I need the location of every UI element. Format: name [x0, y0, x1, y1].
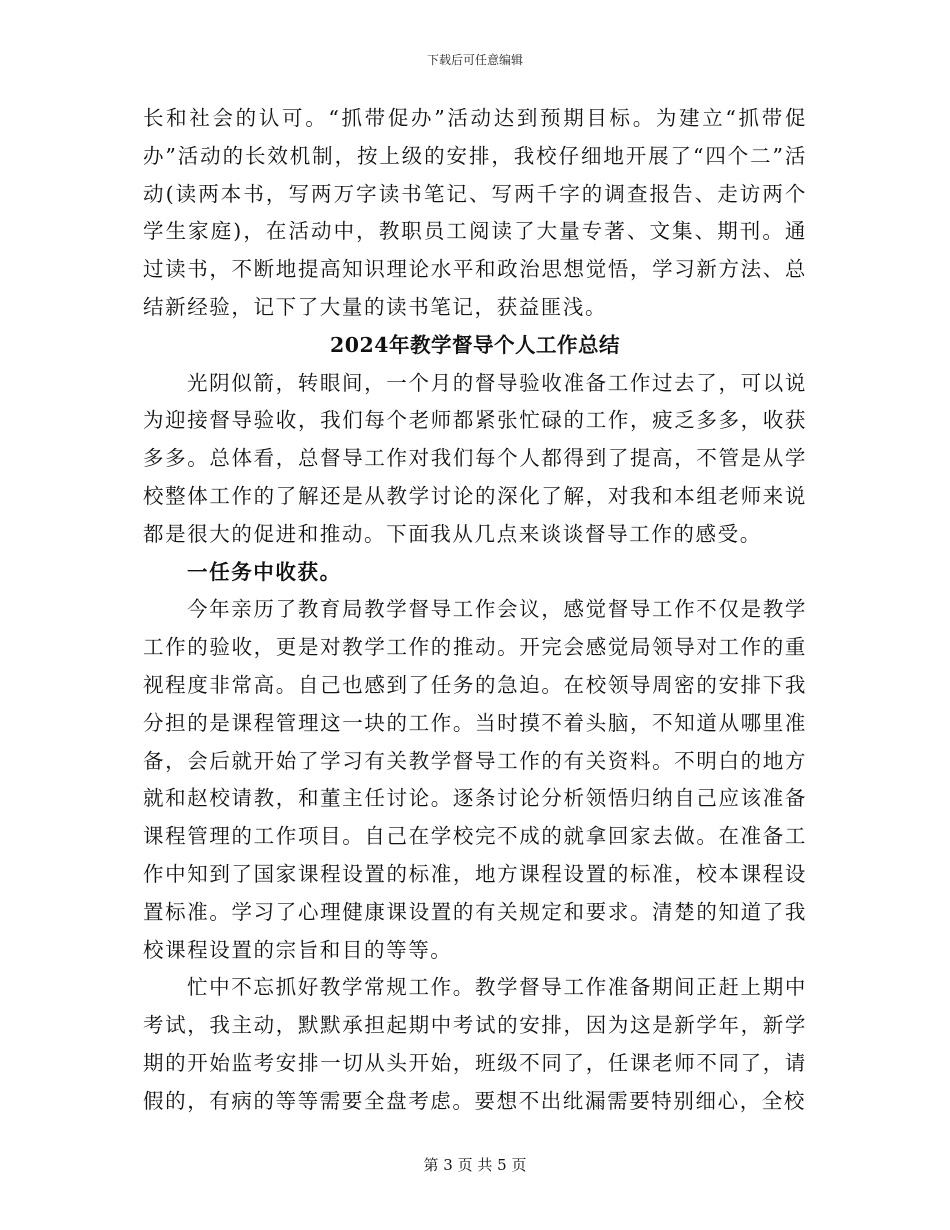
- section-title: 2024年教学督导个人工作总结: [329, 332, 621, 357]
- paragraph-task-harvest: 今年亲历了教育局教学督导工作会议，感觉督导工作不仅是教学工作的验收，更是对教学工作的推动。开完会感觉局领导对工作的重视程度非常高。自己也感到了任务的急迫。在校领导周密的安排下我分担的是课程管理这一块的工作。当时摸不着头脑，不知道从哪里准备，会后就开始了学习有关教学督导工作的有关资料。不明白的地方就和赵校请教，和董主任讨论。逐条讨论分析领悟归纳自己应该准备课程管理的工作项目。自己在学校完不成的就拿回家去做。在准备工作中知到了国家课程设置的标准，地方课程设置的标准，校本课程设置标准。学习了心理健康课设置的有关规定和要求。清楚的知道了我校课程设置的宗旨和目的等等。: [143, 597, 807, 962]
- subsection-heading: 一任务中收获。: [187, 559, 342, 584]
- page-header: 下载后可任意编辑: [426, 53, 523, 67]
- paragraph-intro: 光阴似箭，转眼间，一个月的督导验收准备工作过去了，可以说为迎接督导验收，我们每个老师都紧张忙碌的工作，疲乏多多，收获多多。总体看，总督导工作对我们每个人都得到了提高，不管是从学校整体工作的了解还是从教学讨论的深化了解，对我和本组老师来说都是很大的促进和推动。下面我从几点来谈谈督导工作的感受。: [143, 370, 807, 546]
- document-body: [143, 100, 807, 1121]
- page-number-footer: 第 3 页 共 5 页: [423, 1156, 527, 1174]
- paragraph-continuation: 长和社会的认可。“抓带促办”活动达到预期目标。为建立“抓带促办”活动的长效机制，按上级的安排，我校仔细地开展了“四个二”活动(读两本书，写两万字读书笔记、写两千字的调查报告、走访两个学生家庭)，在活动中，教职员工阅读了大量专著、文集、期刊。通过读书，不断地提高知识理论水平和政治思想觉悟，学习新方法、总结新经验，记下了大量的读书笔记，获益匪浅。: [143, 106, 807, 319]
- paragraph-teaching-routine: 忙中不忘抓好教学常规工作。教学督导工作准备期间正赶上期中考试，我主动，默默承担起期中考试的安排，因为这是新学年，新学期的开始监考安排一切从头开始，班级不同了，任课老师不同了，请假的，有病的等等需要全盘考虑。要想不出纰漏需要特别细心，全校: [143, 975, 807, 1113]
